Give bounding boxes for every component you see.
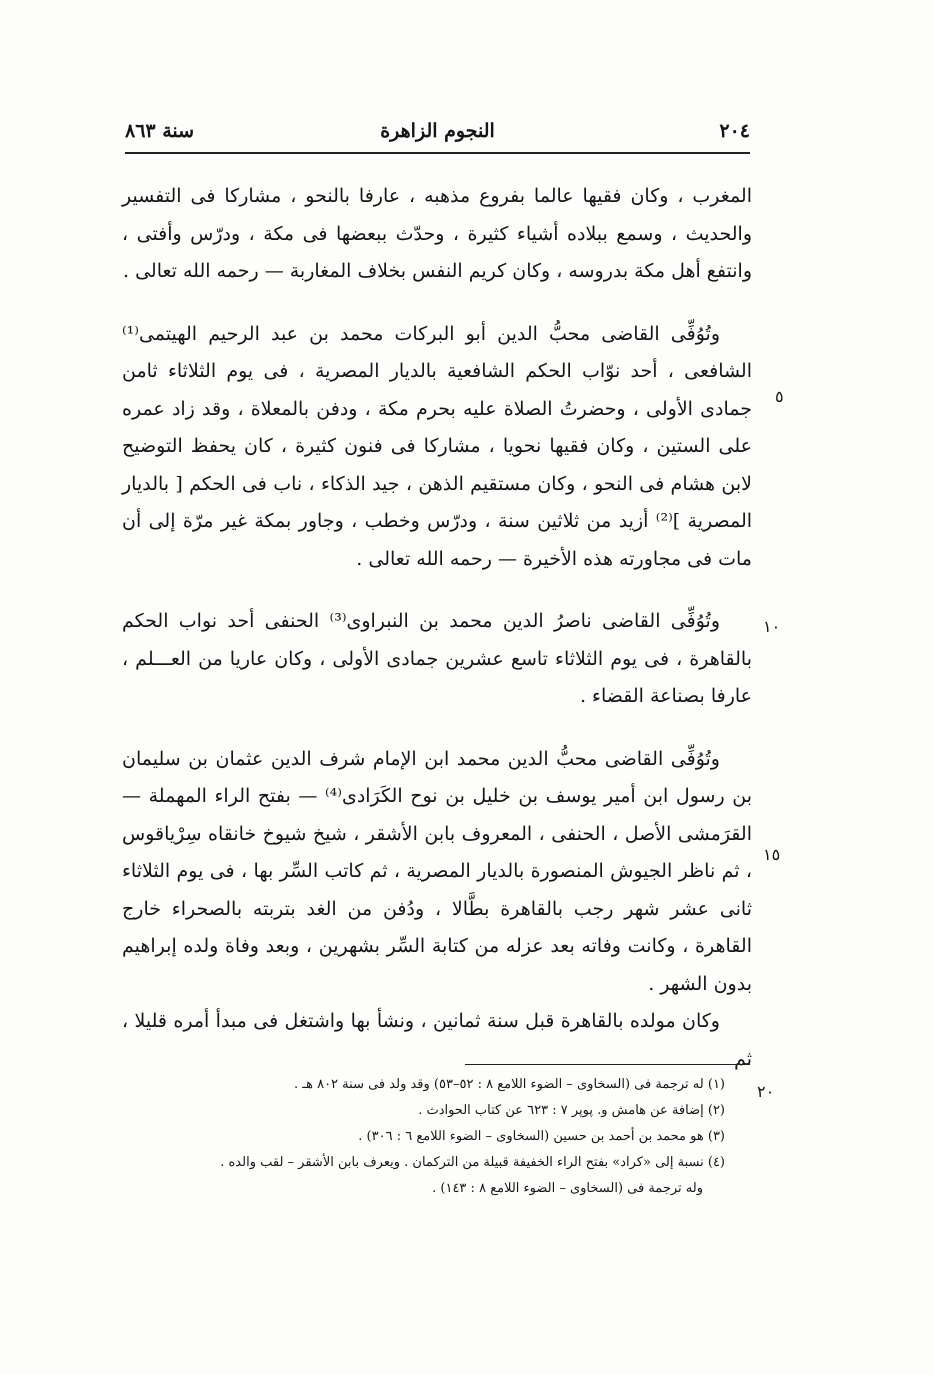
paragraph-2: وتُوُفِّى القاضى محبُّ الدين أبو البركات محمد بن عبد الرحيم الهيتمى⁽¹⁾ الشافعى ، أحد نوّاب الحكم الشافعية بالديار المصرية ، فى يوم الثلاثاء ثامن جمادى الأولى ، وحضرتُ الصلاة عليه بحرم مكة ، ودفن بالمعلاة ، وقد زاد عمره على الستين ، وكان فقيها نحويا ، مشاركا فى فنون كثيرة ، كان يحفظ التوضيح لابن هشام فى النحو ، وكان مستقيم الذهن ، جيد الذكاء ، ناب فى الحكم [ بالديار المصرية ]⁽²⁾ أزيد من ثلاثين سنة ، ودرّس وخطب ، وجاور بمكة غير مرّة إلى أن مات فى مجاورته هذه الأخيرة — رحمه الله تعالى . xyxy=(122,322,753,570)
paragraph-1: المغرب ، وكان فقيها عالما بفروع مذهبه ، عارفا بالنحو ، مشاركا فى التفسير والحديث ، وسمع ببلاده أشياء كثيرة ، وحدّث ببعضها فى مكة ، ودرّس وأفتى ، وانتفع أهل مكة بدروسه ، وكان كريم النفس بخلاف المغاربة — رحمه الله تعالى . xyxy=(122,185,752,282)
running-header xyxy=(125,112,750,154)
main-text xyxy=(122,178,752,1078)
paragraph-3: وتُوُفِّى القاضى ناصرُ الدين محمد بن النبراوى⁽³⁾ الحنفى أحد نواب الحكم بالقاهرة ، فى يوم الثلاثاء تاسع عشرين جمادى الأولى ، وكان عاريا من العـــلم ، عارفا بصناعة القضاء . xyxy=(122,610,752,707)
line-number-10: ١٠ xyxy=(763,617,781,636)
footnote-2: (٢) إضافة عن هامش و. پوپر ٧ : ٦٢٣ عن كتاب الحوادث . xyxy=(418,1103,725,1118)
paragraph-4: وتُوُفِّى القاضى محبُّ الدين محمد ابن الإمام شرف الدين عثمان بن سليمان بن رسول ابن أمير يوسف بن خليل بن نوح الكَرَادى⁽⁴⁾ — بفتح الراء المهملة — القرَمشى الأصل ، الحنفى ، المعروف بابن الأشقر ، شيخ شيوخ خانقاه سِرْياقوس ، ثم ناظر الجيوش المنصورة بالديار المصرية ، ثم كاتب السِّر بها ، فى يوم الثلاثاء ثانى عشر شهر رجب بالقاهرة بطَّالا ، ودُفن من الغد بتربته بالصحراء خارج القاهرة ، وكانت وفاته بعد عزله من كتابة السِّر بشهرين ، وبعد وفاة ولده إبراهيم بدون الشهر . xyxy=(122,747,752,995)
footnotes xyxy=(180,1072,725,1202)
page-number: ٢٠٤ xyxy=(719,120,750,142)
footnote-divider xyxy=(465,1064,750,1065)
footnote-4-continuation: وله ترجمة فى (السخاوى – الضوء اللامع ٨ : ١٤٣) . xyxy=(432,1181,703,1196)
running-title: النجوم الزاهرة xyxy=(380,120,495,142)
footnote-4: (٤) نسبة إلى «كراد» بفتح الراء الخفيفة قبيلة من التركمان . ويعرف بابن الأشقر – لقب والده . xyxy=(220,1155,725,1170)
paragraph-5: وكان مولده بالقاهرة قبل سنة ثمانين ، ونشأ بها واشتغل فى مبدأ أمره قليلا ، ثم xyxy=(122,1010,752,1070)
footnote-1: (١) له ترجمة فى (السخاوى – الضوء اللامع ٨ : ٥٢–٥٣) وقد ولد فى سنة ٨٠٢ هـ . xyxy=(294,1077,725,1092)
line-number-5: ٥ xyxy=(775,387,784,406)
line-number-20: ٢٠ xyxy=(757,1082,775,1101)
footnote-3: (٣) هو محمد بن أحمد بن حسين (السخاوى – الضوء اللامع ٦ : ٣٠٦) . xyxy=(358,1129,725,1144)
line-number-15: ١٥ xyxy=(763,845,781,864)
running-year: سنة ٨٦٣ xyxy=(125,120,195,142)
